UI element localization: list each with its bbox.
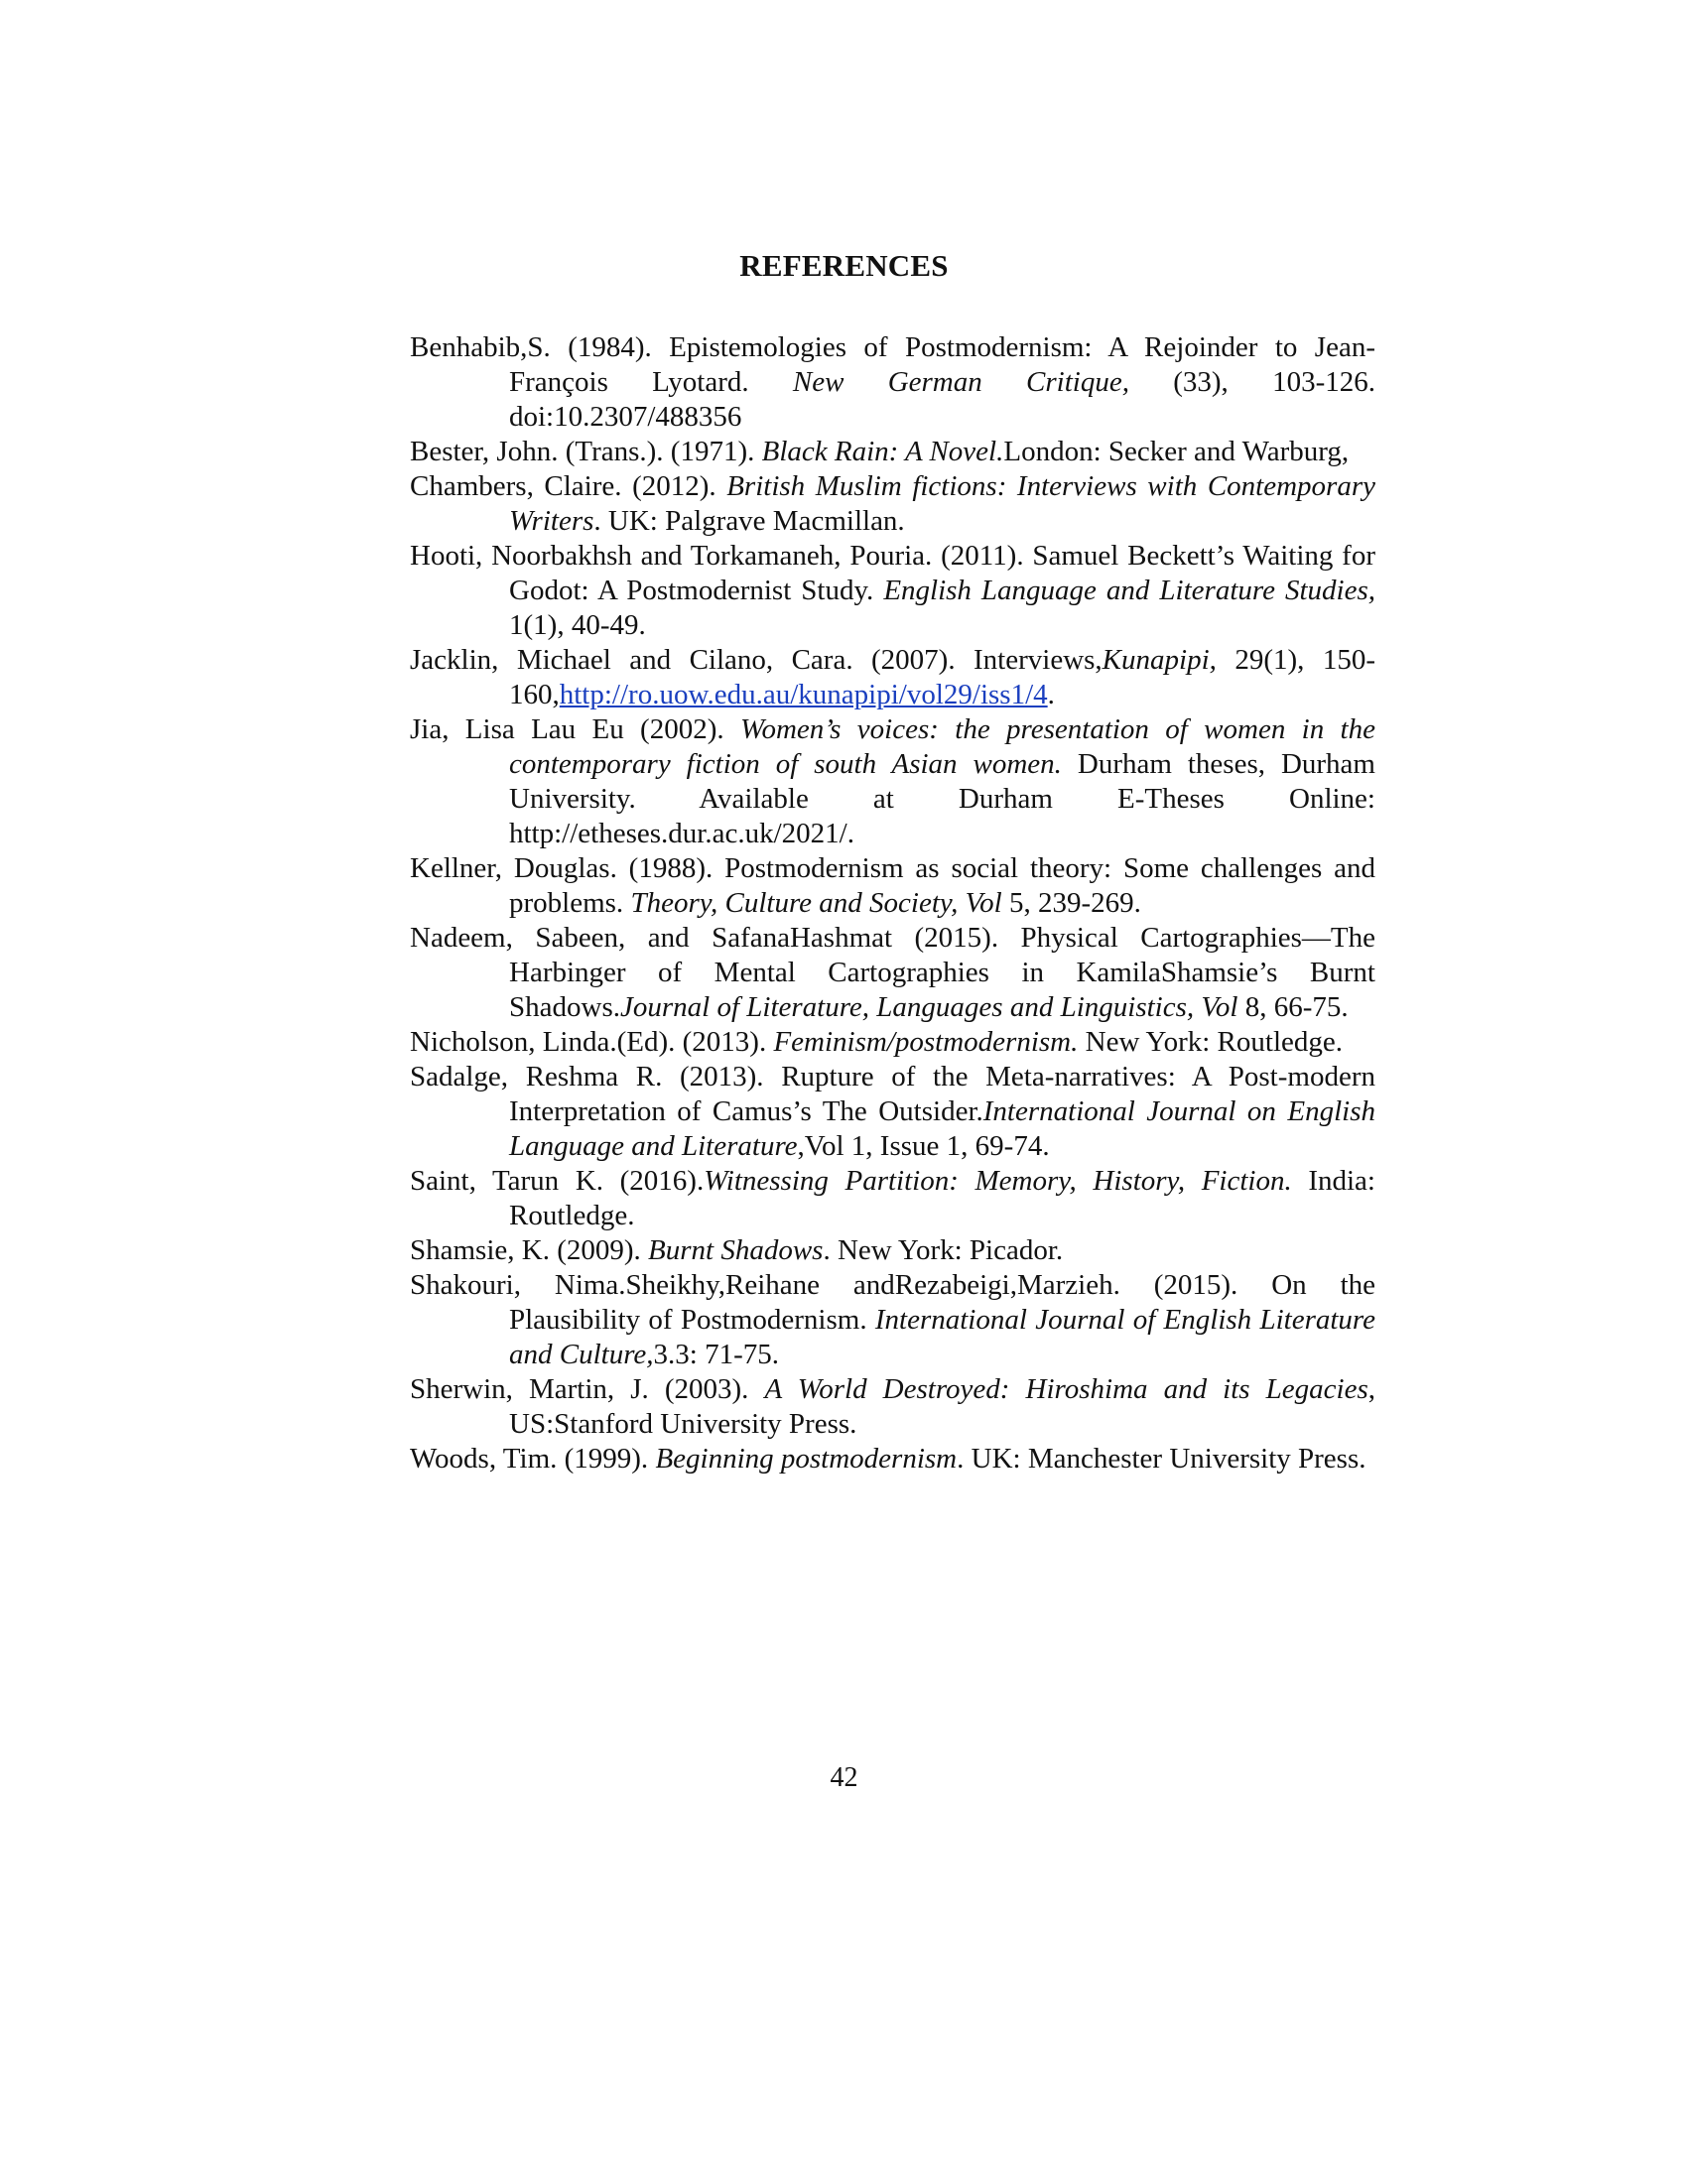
reference-entry — [410, 1268, 1375, 1372]
reference-text: Benhabib,S. (1984). Epistemologies of Postmodernism: A Rejoinder to Jean-François Lyotard. — [410, 331, 1375, 398]
reference-entry — [410, 921, 1375, 1025]
reference-entry — [410, 643, 1375, 712]
reference-entry — [410, 1025, 1375, 1060]
reference-text: Jacklin, Michael and Cilano, Cara. (2007). Interviews, — [410, 644, 1103, 676]
reference-entry — [410, 330, 1375, 435]
reference-list — [410, 330, 1375, 1477]
reference-entry — [410, 1164, 1375, 1233]
reference-text: . — [1047, 679, 1055, 710]
reference-text: India: Routledge. — [509, 1165, 1375, 1231]
reference-italic-title: International Journal of English Literature and Culture, — [509, 1304, 1376, 1370]
reference-italic-title: International Journal on English Language and Literature — [509, 1095, 1375, 1162]
reference-text: 5, 239-269. — [1001, 887, 1141, 919]
reference-text: Durham theses, Durham University. Available at Durham E-Theses Online: http://etheses.dur.ac.uk/2021/. — [509, 748, 1375, 849]
reference-entry — [410, 712, 1375, 851]
reference-text: (33), 103-126. doi:10.2307/488356 — [509, 366, 1375, 433]
reference-text: London: Secker and Warburg, — [1003, 436, 1350, 467]
reference-italic-title: English Language and Literature Studies, — [883, 575, 1375, 606]
reference-entry — [410, 1060, 1375, 1164]
reference-italic-title: Beginning postmodernism — [655, 1443, 958, 1475]
reference-text: 3.3: 71-75. — [653, 1339, 780, 1370]
reference-entry — [410, 469, 1375, 539]
page-number: 42 — [830, 1762, 858, 1793]
reference-italic-title: A World Destroyed: Hiroshima and its Legacies — [764, 1373, 1368, 1405]
reference-text: ,Vol 1, Issue 1, 69-74. — [797, 1130, 1050, 1162]
reference-italic-title: Burnt Shadows — [648, 1234, 824, 1266]
reference-italic-title: New German Critique, — [792, 366, 1129, 398]
reference-entry — [410, 1442, 1375, 1477]
reference-text: Shakouri, Nima.Sheikhy,Reihane andRezabeigi,Marzieh. (2015). On the Plausibility of Postmodernism. — [410, 1269, 1375, 1336]
reference-text: 29(1), 150-160, — [509, 644, 1375, 710]
reference-text: Jia, Lisa Lau Eu (2002). — [410, 713, 740, 745]
reference-italic-title: Theory, Culture and Society, Vol — [630, 887, 1002, 919]
reference-italic-title: Women’s voices: the presentation of women in the contemporary fiction of south Asian women. — [509, 713, 1375, 780]
reference-text: Sadalge, Reshma R. (2013). Rupture of the Meta-narratives: A Post-modern Interpretation of Camus’s The Outsider. — [410, 1061, 1375, 1127]
reference-text: 8, 66-75. — [1237, 991, 1349, 1023]
reference-url-link[interactable]: http://ro.uow.edu.au/kunapipi/vol29/iss1/4 — [559, 679, 1048, 710]
reference-text: Bester, John. (Trans.). (1971). — [410, 436, 762, 467]
reference-text: Sherwin, Martin, J. (2003). — [410, 1373, 765, 1405]
reference-italic-title: Feminism/postmodernism. — [773, 1026, 1079, 1058]
reference-text: Hooti, Noorbakhsh and Torkamaneh, Pouria. (2011). Samuel Beckett’s Waiting for Godot: A Postmodernist Study. — [410, 540, 1375, 606]
reference-italic-title: Kunapipi, — [1102, 644, 1217, 676]
reference-text: Kellner, Douglas. (1988). Postmodernism as social theory: Some challenges and problems. — [410, 852, 1375, 919]
reference-text: Chambers, Claire. (2012). — [410, 470, 727, 502]
reference-text: New York: Routledge. — [1078, 1026, 1344, 1058]
reference-text: . UK: Palgrave Macmillan. — [593, 505, 905, 537]
reference-text: Shamsie, K. (2009). — [410, 1234, 649, 1266]
reference-text: Woods, Tim. (1999). — [410, 1443, 656, 1475]
reference-italic-title: Journal of Literature, Languages and Linguistics, Vol — [619, 991, 1238, 1023]
references-heading: REFERENCES — [739, 248, 949, 283]
reference-entry — [410, 539, 1375, 643]
reference-entry — [410, 1233, 1375, 1268]
reference-entry — [410, 851, 1375, 921]
reference-entry — [410, 1372, 1375, 1442]
reference-text: . UK: Manchester University Press. — [957, 1443, 1366, 1475]
reference-text: Nicholson, Linda.(Ed). (2013). — [410, 1026, 774, 1058]
reference-text: Nadeem, Sabeen, and SafanaHashmat (2015). Physical Cartographies—The Harbinger of Mental Cartographies in KamilaShamsie’s Burnt Shadows. — [410, 922, 1375, 1023]
reference-entry — [410, 435, 1375, 469]
reference-text: , US:Stanford University Press. — [509, 1373, 1375, 1440]
reference-text: 1(1), 40-49. — [509, 609, 646, 641]
reference-text: . New York: Picador. — [823, 1234, 1064, 1266]
reference-italic-title: British Muslim fictions: Interviews with Contemporary Writers — [509, 470, 1375, 537]
reference-italic-title: Witnessing Partition: Memory, History, Fiction. — [704, 1165, 1292, 1197]
reference-text: Saint, Tarun K. (2016). — [410, 1165, 705, 1197]
reference-italic-title: Black Rain: A Novel. — [761, 436, 1004, 467]
